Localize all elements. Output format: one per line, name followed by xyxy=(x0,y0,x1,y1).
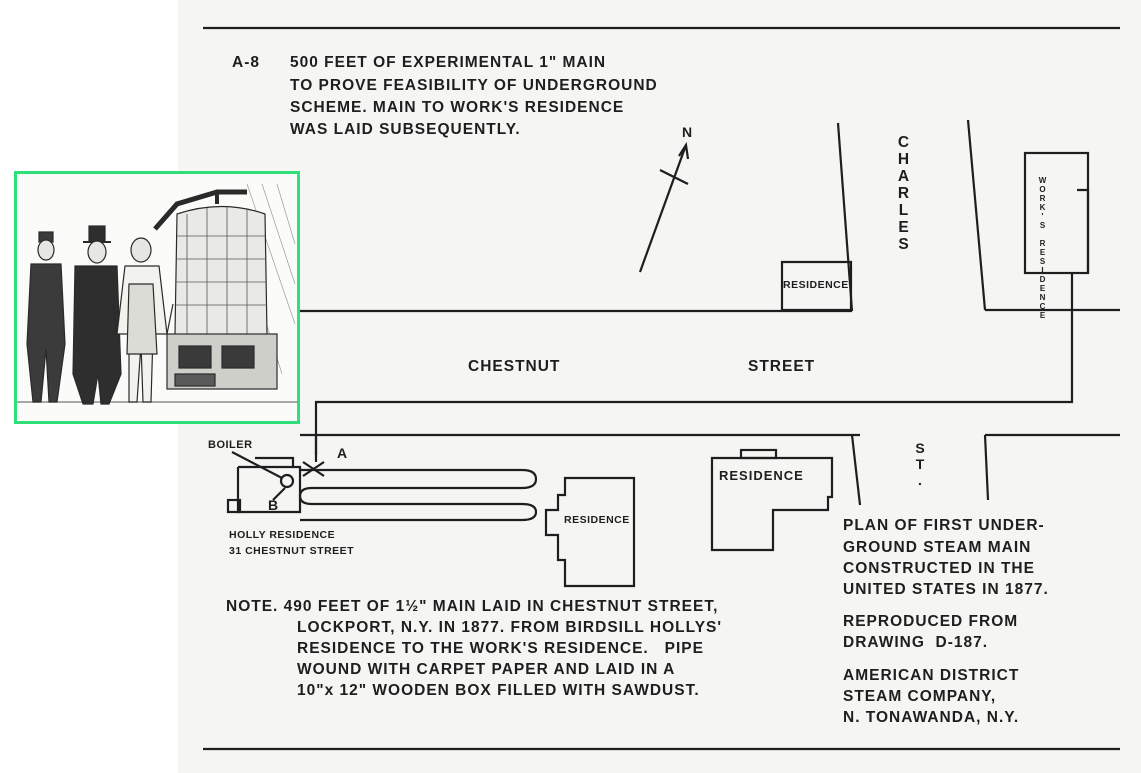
charles-south-west-curb xyxy=(852,435,860,505)
valve-a-label: A xyxy=(337,445,349,461)
residence-middle-outline xyxy=(546,478,634,586)
boiler-label: BOILER xyxy=(208,439,253,451)
plan-title-line: UNITED STATES IN 1877. xyxy=(843,581,1049,598)
reproduced-line: REPRODUCED FROM xyxy=(843,613,1019,630)
main-note-line: RESIDENCE TO THE WORK'S RESIDENCE. PIPE xyxy=(297,640,704,657)
boiler-cylinder-icon xyxy=(175,207,267,341)
note-a8-line: WAS LAID SUBSEQUENTLY. xyxy=(290,121,521,138)
plan-title-line: CONSTRUCTED IN THE xyxy=(843,560,1035,577)
plan-title-line: GROUND STEAM MAIN xyxy=(843,539,1032,556)
residence-middle-label: RESIDENCE xyxy=(564,514,630,526)
note-a8-line: TO PROVE FEASIBILITY OF UNDERGROUND xyxy=(290,77,658,94)
charles-east-curb xyxy=(968,120,985,310)
company-line: STEAM COMPANY, xyxy=(843,688,997,705)
boiler-illustration-inset[interactable] xyxy=(14,171,300,424)
works-residence-outline xyxy=(1025,153,1088,273)
street-name-chestnut: CHESTNUT xyxy=(468,358,561,375)
street-name-charles: CHARLES xyxy=(895,134,912,253)
street-name-st: ST. xyxy=(912,440,928,488)
company-line: N. TONAWANDA, N.Y. xyxy=(843,709,1020,726)
residence-upper-label: RESIDENCE xyxy=(783,279,849,291)
holly-residence-label: HOLLY RESIDENCE xyxy=(229,529,336,541)
main-note-line: 10"x 12" WOODEN BOX FILLED WITH SAWDUST. xyxy=(297,682,700,699)
boiler-house-top xyxy=(255,458,293,467)
boiler-b-label: B xyxy=(268,497,280,513)
steam-main-line xyxy=(316,273,1072,455)
main-note-line: LOCKPORT, N.Y. IN 1877. FROM BIRDSILL HOLLYS' xyxy=(297,619,723,636)
note-a8-line: SCHEME. MAIN TO WORK'S RESIDENCE xyxy=(290,99,625,116)
company-line: AMERICAN DISTRICT xyxy=(843,667,1020,684)
plan-title-line: PLAN OF FIRST UNDER- xyxy=(843,517,1045,534)
main-note-line: WOUND WITH CARPET PAPER AND LAID IN A xyxy=(297,661,676,678)
street-name-street: STREET xyxy=(748,358,816,375)
charles-south-east-curb xyxy=(985,435,988,500)
north-label: N xyxy=(682,124,694,140)
note-a8-line: 500 FEET OF EXPERIMENTAL 1" MAIN xyxy=(290,54,607,71)
residence-lower-right-label: RESIDENCE xyxy=(719,468,804,483)
north-arrow-shaft xyxy=(640,145,686,272)
main-note-line: NOTE. 490 FEET OF 1½" MAIN LAID IN CHESTNUT STREET, xyxy=(226,598,719,615)
boiler-symbol xyxy=(281,475,293,487)
residence-lower-right-porch xyxy=(741,450,776,458)
boiler-room-illustration xyxy=(17,174,297,421)
boiler-leader xyxy=(232,452,282,478)
holly-residence-address: 31 CHESTNUT STREET xyxy=(229,545,355,557)
works-residence-annex xyxy=(1077,190,1088,273)
experimental-main-loop xyxy=(300,470,536,520)
reproduced-line: DRAWING D-187. xyxy=(843,634,989,651)
note-a8-id: A-8 xyxy=(232,54,260,71)
north-arrow-crossbar xyxy=(660,170,688,184)
works-residence-label: WORK'S RESIDENCE xyxy=(1038,176,1047,320)
